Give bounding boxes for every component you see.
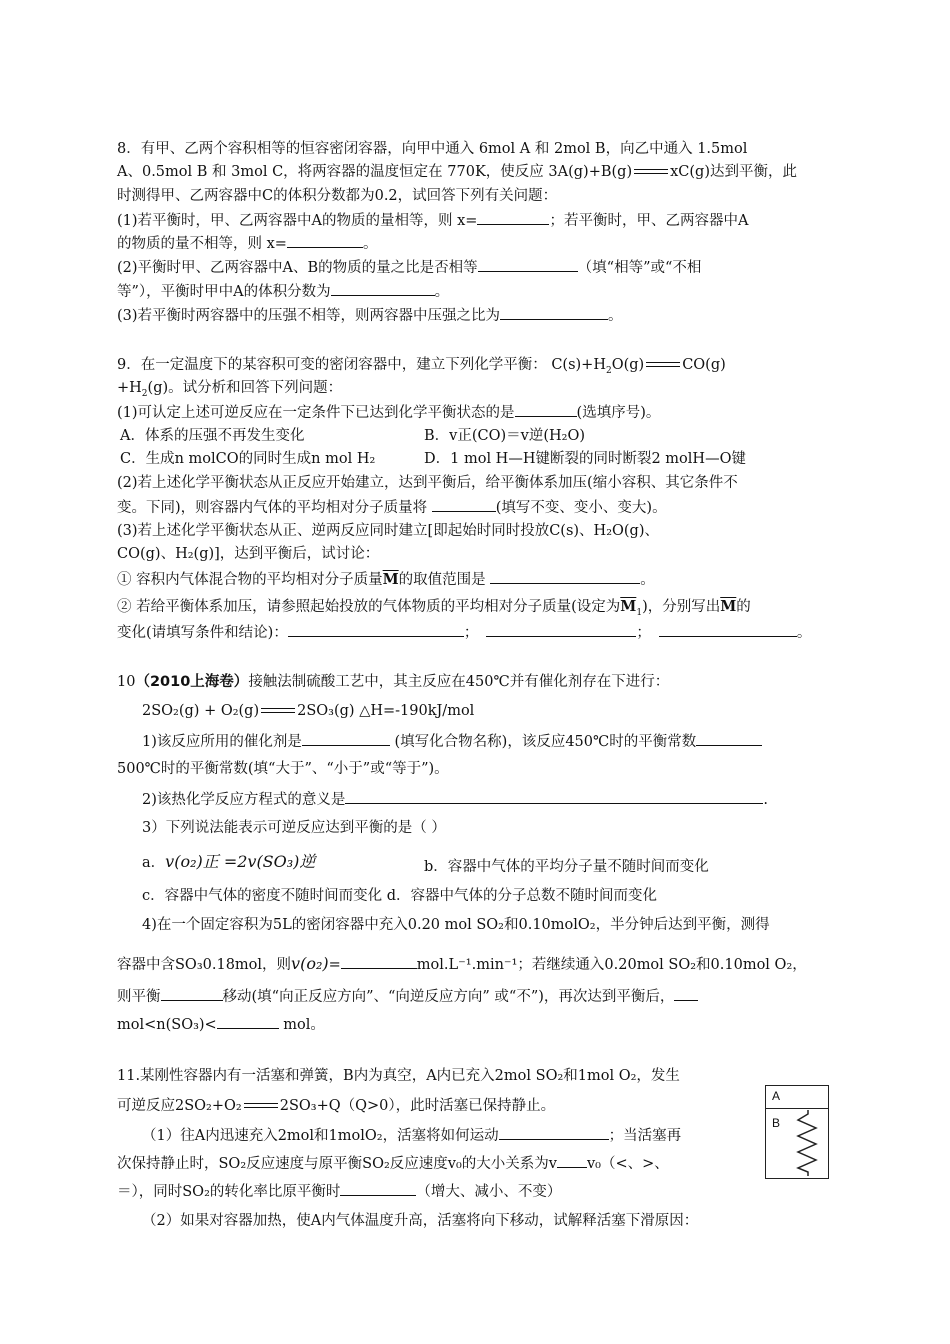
answer-blank[interactable] [161,986,223,1001]
subscript: 2 [141,388,148,399]
answer-blank[interactable] [217,1014,279,1029]
q8-text: (2)平衡时甲、乙两容器中A、B的物质的量之比是否相等 [117,260,478,276]
q9-text: (2)若上述化学平衡状态从正反应开始建立，达到平衡后，给平衡体系加压(缩小容积、其它条件不 [117,475,738,491]
q9-text: 变。下同)，则容器内气体的平均相对分子质量将 [117,500,432,516]
q11-line6 [142,1211,698,1231]
q10-text: = [328,957,341,973]
q10-line4 [117,759,449,779]
q10-text: 2SO₂(g) + O₂(g) [142,703,260,719]
q9-text: (1)可认定上述可逆反应在一定条件下已达到化学平衡状态的是 [117,405,515,421]
mean-molar-mass-symbol: $\overline{M}$ [720,598,737,615]
q11-text: 次保持静止时，SO₂反应速度与原平衡SO₂反应速度v₀的大小关系为v [117,1156,557,1172]
q10-text: 500℃时的平衡常数(填“大于”、“小于”或“等于”)。 [117,761,449,777]
q9-option-a [120,426,304,446]
q11-text: （2）如果对容器加热，使A内气体温度升高，活塞将向下移动，试解释活塞下滑原因： [142,1213,699,1229]
q10-line7 [142,852,315,873]
q10-text: 1)该反应所用的催化剂是 [142,734,302,750]
answer-blank[interactable] [288,622,464,637]
q11-text: ；当活塞再 [608,1128,682,1144]
answer-blank[interactable] [345,789,763,804]
q10-text: 3）下列说法能表示可逆反应达到平衡的是（ ） [142,820,446,836]
q10-text: 移动(填“向正反应方向”、“向逆反应方向” 或“不”)，再次达到平衡后， [222,989,675,1005]
q9-text: 的取值范围是 [398,572,491,588]
q8-text: 。 [434,284,450,300]
q8-line1 [117,139,747,159]
q8-text: 。 [608,308,623,324]
q8-line7 [117,281,449,302]
q8-text: xC(g)达到平衡，此 [670,164,797,180]
q8-text: (1)若平衡时，甲、乙两容器中A的物质的量相等，则 x= [117,213,478,229]
q9-option-d [424,449,746,469]
q11-text: 可逆反应2SO₂+O₂ [117,1098,242,1114]
answer-blank[interactable] [302,731,390,746]
q10-option-b [424,857,709,877]
q10-text: 2)该热化学反应方程式的意义是 [142,792,346,808]
option-text: A．体系的压强不再发生变化 [120,428,305,444]
q11-line3 [142,1125,681,1146]
equilibrium-arrow-icon [244,1101,278,1111]
q11-text: （增大、减小、不变） [416,1184,562,1200]
q8-line5 [117,233,377,254]
answer-blank[interactable] [499,1125,609,1140]
q10-line11 [117,986,698,1007]
q8-line6 [117,257,701,278]
q9-line8 [117,544,379,564]
q10-line3 [142,731,762,752]
q10-text: . [763,792,768,808]
q10-text: mol.L⁻¹.min⁻¹；若继续通入0.20mol SO₂和0.10mol O₂， [416,957,807,973]
q10-text: 接触法制硫酸工艺中，其主反应在450℃并有催化剂存在下进行： [248,674,670,690]
q10-text: 2SO₃(g) △H=-190kJ/mol [297,703,475,719]
q8-line4 [117,210,748,231]
q10-text: 容器中含SO₃0.18mol，则 [117,957,292,973]
q10-text: mol。 [278,1017,325,1033]
q9-text: 变化(请填写条件和结论)： [117,625,288,641]
option-text: D．1 mol H—H键断裂的同时断裂2 molH—O键 [424,451,746,467]
option-text: B．v正(CO)＝v逆(H₂O) [424,428,585,444]
answer-blank[interactable] [674,986,698,1001]
q9-text: ； [636,625,651,641]
piston-spring-diagram [765,1085,829,1179]
q10-line2 [142,701,474,721]
q10-line5 [142,789,768,810]
chamber-a-label: A [772,1089,781,1103]
rate-formula: v(o₂) [291,954,329,973]
piston-line [766,1108,828,1109]
q11-text: （1）往A内迅速充入2mol和1molO₂，活塞将如何运动 [142,1128,499,1144]
mean-molar-mass-symbol: $\overline{M}$ [382,571,399,588]
q9-text: (选填序号)。 [576,405,661,421]
q11-line2 [117,1096,555,1116]
q10-text: c．容器中气体的密度不随时间而变化 d．容器中气体的分子总数不随时间而变化 [142,888,658,904]
q9-text: +H [117,380,142,396]
q9-text: ② 若给平衡体系加压，请参照起始投放的气体物质的平均相对分子质量(设定为 [117,599,621,615]
q10-line12 [117,1014,325,1035]
answer-blank[interactable] [515,402,577,417]
q10-text: mol<n(SO₃)< [117,1017,217,1033]
q9-text: (3)若上述化学平衡状态从正、逆两反应同时建立[即起始时同时投放C(s)、H₂O(g)、 [117,523,659,539]
answer-blank[interactable] [500,305,608,320]
equilibrium-arrow-icon [646,360,680,370]
q8-text: ；若平衡时，甲、乙两容器中A [549,213,749,229]
q9-line11 [117,622,811,643]
q8-text: 时测得甲、乙两容器中C的体积分数都为0.2，试回答下列有关问题： [117,188,558,204]
q9-text: ① 容积内气体混合物的平均相对分子质量 [117,572,383,588]
q11-text: v₀（<、>、 [586,1156,669,1172]
q8-text: 的物质的量不相等，则 x= [117,236,287,252]
q9-line3 [117,402,660,423]
mean-molar-mass-symbol: $\overline{M}$ [620,598,637,615]
q10-line8 [142,886,657,906]
answer-blank[interactable] [486,622,636,637]
q9-line10 [117,597,751,623]
spring-icon [796,1110,820,1176]
q10-text: (填写化合物名称)，该反应450℃时的平衡常数 [389,734,697,750]
q9-text: 的 [736,599,751,615]
answer-blank[interactable] [490,569,640,584]
answer-blank[interactable] [557,1153,587,1168]
q8-text: （填“相等”或“不相 [577,260,702,276]
q9-line5 [117,473,738,493]
chamber-b-label: B [772,1116,781,1130]
q10-text: 4)在一个固定容积为5L的密闭容器中充入0.20 mol SO₂和0.10molO₂，半分钟后达到平衡，测得 [142,917,770,933]
answer-blank[interactable] [478,257,578,272]
answer-blank[interactable] [432,497,496,512]
q9-line9 [117,569,655,590]
q9-text: 。 [796,625,812,641]
q9-text: (填写不变、变小、变大)。 [495,500,667,516]
q9-option-b [424,426,585,446]
subscript: 2 [605,365,612,376]
q9-option-c [120,449,375,469]
answer-blank[interactable] [696,731,762,746]
q9-line2 [117,378,342,404]
q8-line2 [117,162,797,182]
q9-line6 [117,497,667,518]
q9-text: 9．在一定温度下的某容积可变的密闭容器中，建立下列化学平衡： C(s)+H [117,357,606,373]
rate-formula: v(o₂)正 =2v(SO₃)逆 [165,852,316,871]
q11-line5 [117,1181,561,1202]
q9-text: CO(g)、H₂(g)]，达到平衡后，试讨论： [117,546,380,562]
q9-text: 。 [640,572,655,588]
q9-line1 [117,355,726,381]
answer-blank[interactable] [331,281,435,296]
answer-blank[interactable] [341,954,417,969]
option-text: b．容器中气体的平均分子量不随时间而变化 [424,859,709,875]
q11-text: 2SO₃+Q（Q>0），此时活塞已保持静止。 [279,1098,556,1114]
q10-text: 则平衡 [117,989,161,1005]
q10-number: 10 [117,674,136,690]
q8-text: A、0.5mol B 和 3mol C，将两容器的温度恒定在 770K，使反应 3A(g)+B(g) [117,164,633,180]
q10-line9 [142,915,770,935]
equilibrium-arrow-icon [634,167,668,177]
q8-line8 [117,305,623,326]
answer-blank[interactable] [287,233,363,248]
subscript: 1 [636,607,643,618]
q10-source: （2010上海卷） [135,674,249,690]
q10-line1 [117,672,669,692]
q10-text: a． [142,855,166,871]
q11-text: ＝），同时SO₂的转化率比原平衡时 [117,1184,341,1200]
q10-line10 [117,954,807,975]
q11-text: 11.某刚性容器内有一活塞和弹簧，B内为真空，A内已充入2mol SO₂和1mol O₂，发生 [117,1068,680,1084]
q8-text: 8．有甲、乙两个容积相等的恒容密闭容器，向甲中通入 6mol A 和 2mol B，向乙中通入 1.5mol [117,141,748,157]
q9-text: CO(g) [682,357,726,373]
option-text: C．生成n molCO的同时生成n mol H₂ [120,451,376,467]
answer-blank[interactable] [477,210,549,225]
answer-blank[interactable] [340,1181,416,1196]
q8-text: 等”），平衡时甲中A的体积分数为 [117,284,331,300]
q9-line7 [117,521,659,541]
q10-line6 [142,818,446,838]
q8-text: 。 [362,236,378,252]
q11-line1 [117,1066,680,1086]
q9-text: O(g) [611,357,645,373]
equilibrium-arrow-icon [261,706,295,716]
answer-blank[interactable] [659,622,797,637]
q9-text: (g)。试分析和回答下列问题： [147,380,343,396]
q9-text: )，分别写出 [642,599,721,615]
q11-line4 [117,1153,669,1174]
q9-text: ； [463,625,479,641]
q8-line3 [117,186,557,206]
q8-text: (3)若平衡时两容器中的压强不相等，则两容器中压强之比为 [117,308,501,324]
